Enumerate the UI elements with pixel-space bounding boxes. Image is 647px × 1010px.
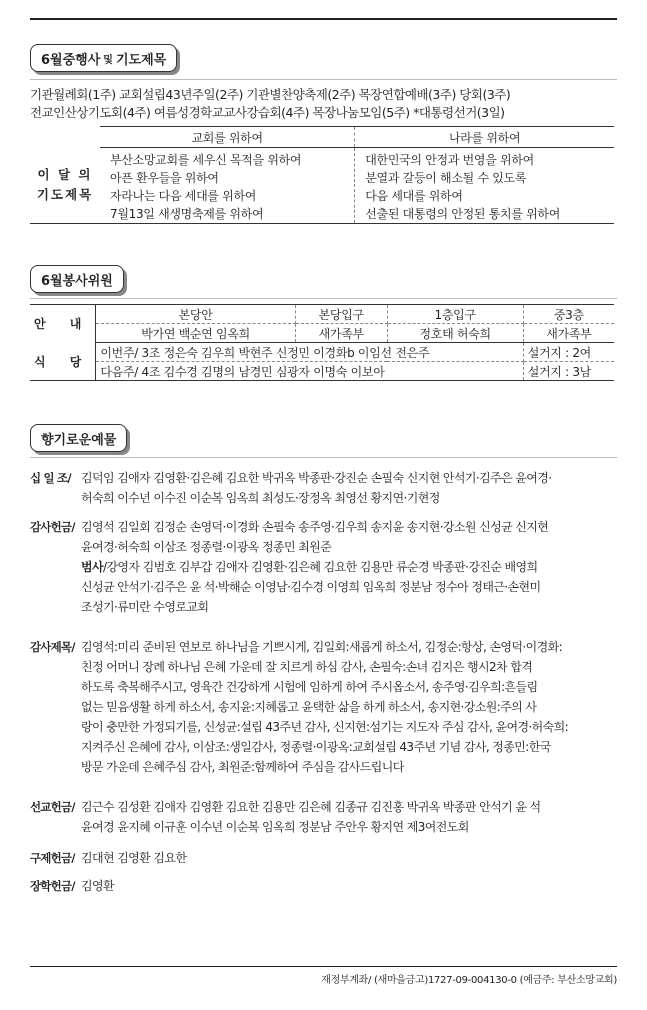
service-header: 본당입구 <box>295 305 387 324</box>
offering-line: 지켜주신 은혜에 감사, 이삼조:생일감사, 정종렬·이광옥:교회설립 43주년 기념 감사, 정종민:한국 <box>81 740 551 754</box>
thanks-block <box>30 517 616 617</box>
offering-line: 김영환 <box>81 879 114 893</box>
guide-value: 정호태 허숙희 <box>387 324 523 343</box>
list-item: 7월13일 새생명축제를 위하여 <box>110 207 264 221</box>
events-title-tail: 기도제목 <box>115 52 167 68</box>
service-table <box>30 304 614 381</box>
offering-line: 김영석 김일회 김정순 손영덕·이경화 손필숙 송주영·김우희 송지윤 송지현·강소원 신성균 신지현 <box>81 520 549 534</box>
thanks-topics-block <box>30 637 616 777</box>
section-title-offering <box>30 424 127 452</box>
offering-line: 방문 가운데 은혜주심 감사, 최원준:함께하여 주심을 감사드립니다 <box>81 760 404 774</box>
prayer-church-list <box>100 148 355 224</box>
dining-row <box>96 343 523 362</box>
bumsa-label: 범사 <box>81 560 103 574</box>
events-line: 전교인산상기도회(4주) 여름성경학교교사강습회(4주) 목장나눔모임(5주) *대통령선거(3일) <box>30 105 505 120</box>
offering-line: /강영자 김범호 김부갑 김애자 김영환·김은혜 김요한 김용만 류순경 박종판·강진순 배영희 <box>102 560 538 574</box>
dining-week: 이번주/ <box>100 345 138 360</box>
list-item: 분열과 갈등이 해소될 수 있도록 <box>365 171 527 185</box>
section-rule <box>30 457 617 458</box>
relief-block <box>30 848 616 868</box>
dining-week: 다음주/ <box>100 364 138 379</box>
mission-label: 선교헌금/ <box>30 800 75 814</box>
guide-value: 박가연 백순연 임옥희 <box>96 324 295 343</box>
section-rule <box>30 79 617 80</box>
offering-line: 조성기·류미란 수영로교회 <box>81 600 209 614</box>
prayer-label-line: 기도제목 <box>36 187 94 203</box>
bottom-rule <box>30 966 617 967</box>
guide-value: 새가족부 <box>523 324 614 343</box>
prayer-table <box>30 126 614 224</box>
offering-line: 김근수 김성환 김애자 김영환 김요한 김용만 김은혜 김종규 김진홍 박귀옥 박종판 안석기 윤 석 <box>81 800 541 814</box>
events-title: 6월중행사 <box>41 52 101 68</box>
service-header: 본당안 <box>96 305 295 324</box>
list-item: 선출된 대통령의 안정된 통치를 위하여 <box>365 207 560 221</box>
thanks-topics-label: 감사제목/ <box>30 640 75 654</box>
dining-dish: 설거지 : 2여 <box>523 343 614 362</box>
dining-label: 식 당 <box>30 343 96 381</box>
prayer-nation-list <box>355 148 614 224</box>
tithe-label: 십 일 조/ <box>30 471 71 485</box>
offering-line: 김덕임 김애자 김영환·김은혜 김요한 박귀옥 박종판·강진순 손필숙 신지현 안석기·김주은 윤여경· <box>81 471 552 485</box>
section-title-service <box>30 265 124 293</box>
prayer-label <box>30 148 100 224</box>
account-footer: 재정부계좌/ (새마을금고)1727-09-004130-0 (예금주: 부산소망교회) <box>321 975 617 986</box>
list-item: 자라나는 다음 세대를 위하여 <box>110 189 257 203</box>
relief-label: 구제헌금/ <box>30 851 75 865</box>
guide-value: 새가족부 <box>295 324 387 343</box>
offering-line: 없는 믿음생활 하게 하소서, 송지윤:지혜롭고 윤택한 삶을 하게 하소서, 송지현·강소원:주의 사 <box>81 700 537 714</box>
offering-line: 신성균 안석기·김주은 윤 석·박해순 이영남·김수경 이영희 임옥희 정분남 정수아 정태근·손현미 <box>81 580 541 594</box>
dining-detail: 4조 김수경 김명의 남경민 심광자 이명숙 이보아 <box>141 364 385 379</box>
offering-line: 윤여경 윤지혜 이규훈 이수년 이순복 임옥희 정분남 주안우 황지연 제3여전도회 <box>81 820 469 834</box>
thanks-label: 감사헌금/ <box>30 520 75 534</box>
prayer-nation-header: 나라를 위하여 <box>355 127 614 148</box>
offering-line: 친정 어머니 장례 하나님 은혜 가운데 잘 치르게 하심 감사, 손필숙:손녀 김지은 행시2차 합격 <box>81 660 533 674</box>
scholarship-label: 장학헌금/ <box>30 879 75 893</box>
offering-line: 김대현 김영환 김요한 <box>81 851 187 865</box>
list-item: 대한민국의 안정과 번영을 위하여 <box>365 153 534 167</box>
top-rule <box>30 18 617 20</box>
events-list <box>30 86 620 122</box>
list-item: 부산소망교회를 세우신 목적을 위하여 <box>110 153 302 167</box>
offering-line: 허숙희 이수년 이수진 이순복 임옥희 최성도·장정옥 최영선 황지연·기현정 <box>81 491 440 505</box>
offering-line: 김영석:미리 준비된 연보로 하나님을 기쁘시게, 김일회:새롭게 하소서, 김정순:항상, 손영덕·이경화: <box>81 640 563 654</box>
section-title-events <box>30 44 177 72</box>
list-item: 다음 세대를 위하여 <box>365 189 463 203</box>
prayer-label-line: 이 달 의 <box>37 167 93 183</box>
events-title-sub: 및 <box>103 54 113 66</box>
mission-block <box>30 797 616 837</box>
offering-line: 하도록 축복해주시고, 영육간 건강하게 시험에 임하게 하여 주시옵소서, 송주영·김우희:흔들림 <box>81 680 538 694</box>
section-rule <box>30 298 617 299</box>
list-item: 아픈 환우들을 위하여 <box>110 171 219 185</box>
service-header: 1층입구 <box>387 305 523 324</box>
dining-dish: 설거지 : 3남 <box>523 362 614 381</box>
dining-detail: 3조 정은숙 김우희 박현주 신정민 이경화b 이임선 전은주 <box>141 345 430 360</box>
offering-line: 윤여경·허숙희 이삼조 정종렬·이광옥 정종민 최원준 <box>81 540 332 554</box>
service-title: 6월봉사위원 <box>41 273 113 289</box>
tithe-block <box>30 468 616 508</box>
prayer-church-header: 교회를 위하여 <box>100 127 355 148</box>
service-header: 중3층 <box>523 305 614 324</box>
events-line: 기관월례회(1주) 교회설립43년주일(2주) 기관별찬양축제(2주) 목장연합예배(3주) 당회(3주) <box>30 87 511 102</box>
offering-title: 향기로운예물 <box>41 432 117 448</box>
offering-line: 랑이 충만한 가정되기를, 신성균:설립 43주년 감사, 신지현:섬기는 지도자 주심 감사, 윤여경·허숙희: <box>81 720 569 734</box>
scholarship-block <box>30 876 616 896</box>
dining-row <box>96 362 523 381</box>
guide-label: 안 내 <box>30 305 96 343</box>
